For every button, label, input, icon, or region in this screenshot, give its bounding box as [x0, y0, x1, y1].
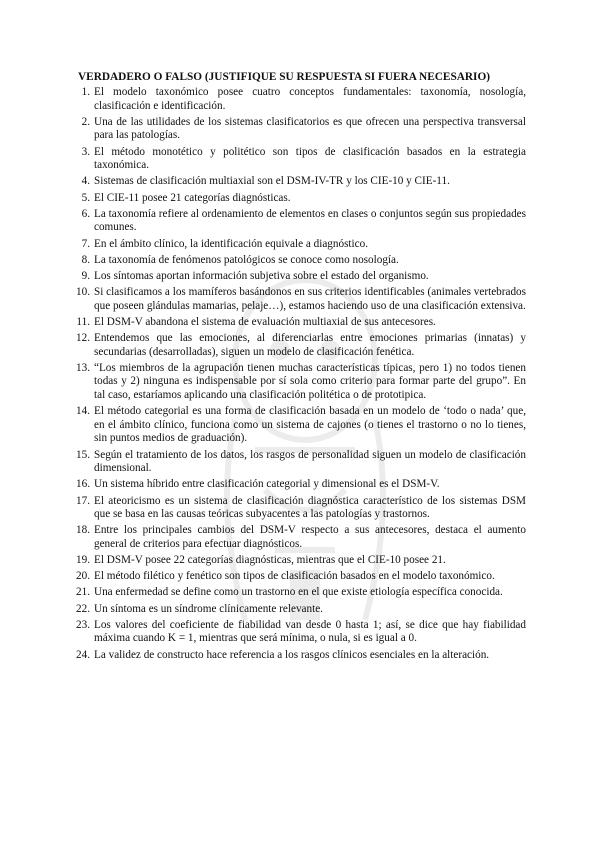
list-item-number: 9.	[81, 269, 90, 282]
list-item-text: Un síntoma es un síndrome clínicamente relevante.	[94, 602, 323, 615]
page-title: VERDADERO O FALSO (JUSTIFIQUE SU RESPUESTA SI FUERA NECESARIO)	[78, 71, 490, 83]
list-item	[78, 524, 526, 551]
list-item-number: 5.	[81, 191, 90, 204]
list-item-number: 4.	[81, 175, 90, 188]
list-item	[78, 86, 526, 113]
list-item	[78, 270, 526, 284]
list-item-text: La taxonomía de fenómenos patológicos se conoce como nosología.	[94, 253, 399, 266]
document-content	[78, 70, 526, 665]
list-item	[78, 449, 526, 476]
list-item-text: Entendemos que las emociones, al diferenciarlas entre emociones primarias (innatas) y secundarias (desarrolladas), siguen un modelo de clasificación fenética.	[94, 332, 526, 358]
list-item-number: 16.	[76, 478, 90, 491]
list-item-text: Según el tratamiento de los datos, los rasgos de personalidad siguen un modelo de clasificación dimensional.	[94, 448, 526, 475]
list-item-text: El DSM-V abandona el sistema de evaluación multiaxial de sus antecesores.	[94, 315, 436, 328]
question-list	[78, 86, 526, 662]
list-item-text: Los valores del coeficiente de fiabilidad van desde 0 hasta 1; así, se dice que hay fiabilidad máxima cuando K = 1, mientras que será mínima, o nula, si es igual a 0.	[94, 618, 526, 645]
list-item	[78, 332, 526, 359]
list-item-number: 18.	[76, 524, 90, 537]
list-item-number: 1.	[81, 86, 90, 98]
list-item-number: 10.	[76, 286, 90, 299]
list-item-text: En el ámbito clínico, la identificación equivale a diagnóstico.	[94, 237, 369, 250]
list-item	[78, 362, 526, 403]
list-item	[78, 208, 526, 235]
list-item	[78, 478, 526, 492]
list-item-number: 8.	[81, 253, 90, 266]
list-item-text: El método categorial es una forma de clasificación basada en un modelo de ‘todo o nada’ que, en el ámbito clínico, funciona como un sistema de cajones (o tienes el trastorno o no lo tienes, sin puntos medios de graduación).	[94, 405, 526, 445]
list-item	[78, 316, 526, 330]
list-item	[78, 175, 526, 189]
list-item-text: Si clasificamos a los mamíferos basándonos en sus criterios identificables (animales vertebrados que poseen glándulas mamarias, pelaje…), estamos haciendo uso de una clasificación extensiva.	[94, 286, 526, 312]
list-item-number: 11.	[76, 315, 90, 328]
list-item-number: 15.	[76, 448, 90, 461]
list-item-number: 21.	[76, 586, 90, 599]
list-item-number: 24.	[76, 648, 90, 661]
list-item-text: Un sistema híbrido entre clasificación categorial y dimensional es el DSM-V.	[94, 478, 440, 491]
list-item-number: 20.	[76, 570, 90, 583]
list-item-number: 13.	[76, 361, 90, 374]
list-item-text: El ateoricismo es un sistema de clasificación diagnóstica característico de los sistemas DSM que se basa en las causas teóricas subyacentes a las patologías y trastornos.	[94, 494, 526, 521]
list-item-text: Sistemas de clasificación multiaxial son el DSM-IV-TR y los CIE-10 y CIE-11.	[94, 175, 450, 188]
list-item-text: La validez de constructo hace referencia a los rasgos clínicos esenciales en la alteración.	[94, 648, 490, 661]
list-item	[78, 192, 526, 206]
list-item-number: 6.	[81, 207, 90, 220]
list-item	[78, 238, 526, 252]
list-item-number: 2.	[81, 115, 90, 128]
list-item	[78, 649, 526, 663]
list-item	[78, 254, 526, 268]
list-item-text: Entre los principales cambios del DSM-V respecto a sus antecesores, destaca el aumento general de criterios para efectuar diagnósticos.	[94, 524, 526, 550]
list-item	[78, 116, 526, 143]
list-item-number: 7.	[81, 237, 90, 250]
list-item-text: El método monotético y politético son tipos de clasificación basados en la estrategia taxonómica.	[94, 145, 526, 172]
list-item	[78, 586, 526, 600]
list-item	[78, 286, 526, 313]
list-item-text: “Los miembros de la agrupación tienen muchas características típicas, pero 1) no todos tienen todas y 2) ninguna es indispensable por sí sola como criterio para formar parte del grupo”. En tal caso, estaríamos aplicando una clasificación politética o de prototipica.	[94, 361, 526, 401]
list-item-number: 3.	[81, 145, 90, 158]
list-item-text: Una de las utilidades de los sistemas clasificatorios es que ofrecen una perspectiva transversal para las patologías.	[94, 115, 526, 142]
list-item-text: El DSM-V posee 22 categorías diagnósticas, mientras que el CIE-10 posee 21.	[94, 554, 446, 567]
list-item-text: Una enfermedad se define como un trastorno en el que existe etiología específica conocida.	[94, 586, 503, 599]
list-item	[78, 570, 526, 584]
list-item-text: Los síntomas aportan información subjetiva sobre el estado del organismo.	[94, 269, 429, 282]
list-item-number: 23.	[76, 618, 90, 631]
list-item	[78, 495, 526, 522]
list-item	[78, 405, 526, 446]
list-item	[78, 619, 526, 646]
list-item	[78, 146, 526, 173]
list-item	[78, 554, 526, 568]
list-item-number: 19.	[76, 554, 90, 567]
list-item-number: 14.	[76, 405, 90, 418]
list-item-text: El modelo taxonómico posee cuatro conceptos fundamentales: taxonomía, nosología, clasificación e identificación.	[94, 86, 526, 112]
list-item-number: 17.	[76, 494, 90, 507]
list-item-text: El CIE-11 posee 21 categorías diagnósticas.	[94, 191, 291, 204]
list-item	[78, 603, 526, 617]
list-item-number: 12.	[76, 332, 90, 345]
list-item-text: La taxonomía refiere al ordenamiento de elementos en clases o conjuntos según sus propiedades comunes.	[94, 207, 526, 234]
list-item-number: 22.	[76, 602, 90, 615]
list-item-text: El método filético y fenético son tipos de clasificación basados en el modelo taxonómico.	[94, 570, 495, 583]
